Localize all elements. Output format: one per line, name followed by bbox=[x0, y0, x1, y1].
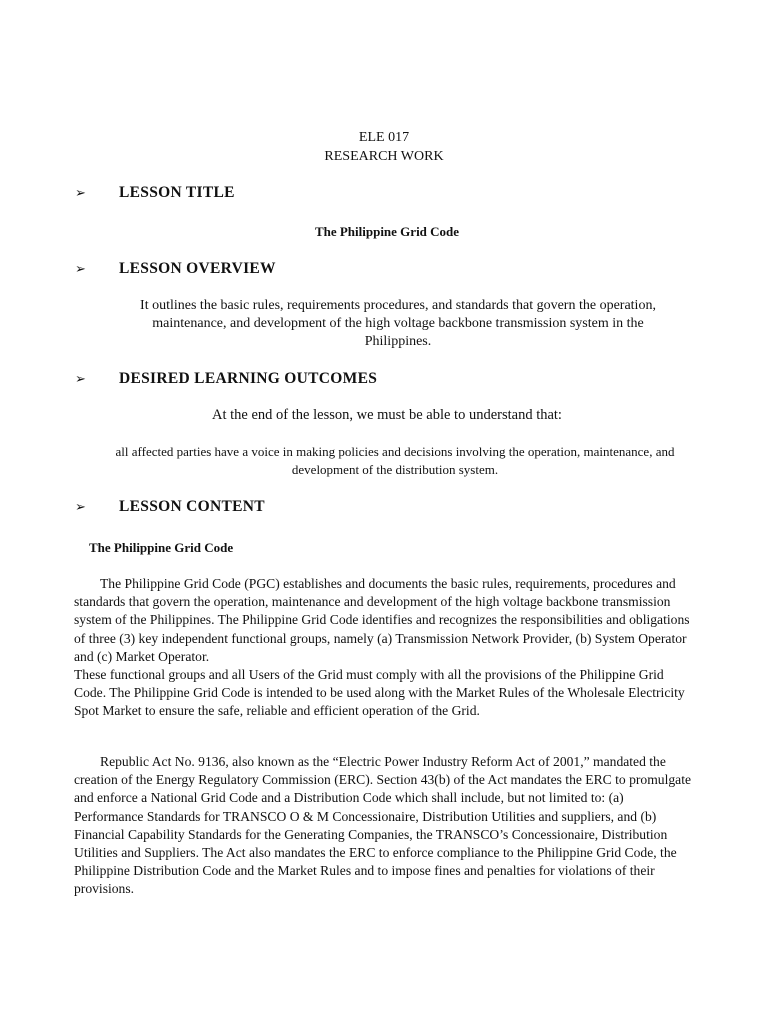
arrow-bullet-icon: ➢ bbox=[75, 261, 87, 276]
section-heading-lesson-content bbox=[75, 498, 265, 516]
section-heading-text: LESSON OVERVIEW bbox=[119, 260, 276, 277]
content-subtitle: The Philippine Grid Code bbox=[89, 540, 234, 555]
content-paragraph-1 bbox=[74, 575, 694, 721]
outcomes-intro-text: At the end of the lesson, we must be able to understand that: bbox=[212, 407, 562, 423]
lesson-title-text: The Philippine Grid Code bbox=[314, 224, 460, 239]
section-heading-text: DESIRED LEARNING OUTCOMES bbox=[119, 370, 378, 387]
section-heading-lesson-overview bbox=[75, 260, 276, 278]
section-heading-lesson-title bbox=[75, 184, 235, 202]
section-heading-text: LESSON CONTENT bbox=[119, 498, 265, 515]
document-subtitle: RESEARCH WORK bbox=[324, 149, 444, 164]
section-heading-desired-outcomes bbox=[75, 370, 377, 388]
arrow-bullet-icon: ➢ bbox=[75, 185, 87, 200]
arrow-bullet-icon: ➢ bbox=[75, 499, 87, 514]
document-header bbox=[0, 128, 768, 166]
course-code: ELE 017 bbox=[358, 130, 410, 145]
content-paragraph-2 bbox=[74, 753, 694, 899]
section-heading-text: LESSON TITLE bbox=[119, 184, 235, 201]
outcomes-text: all affected parties have a voice in making policies and decisions involving the operation, maintenance, and development of the distribution system. bbox=[115, 444, 675, 477]
paragraph-text: Republic Act No. 9136, also known as the “Electric Power Industry Reform Act of 2001,” mandated the creation of the Energy Regulatory Commission (ERC). Section 43(b) of the Act mandates the ERC to promulgate and enforce a National Grid Code and a Distribution Code which shall include, but not limited to: (a) Performance Standards for TRANSCO O & M Concessionaire, Distribution Utilities and suppliers, and (b) Financial Capability Standards for the Generating Companies, the TRANSCO’s Concessionaire, Distribution Utilities and Suppliers. The Act also mandates the ERC to enforce compliance to the Philippine Grid Code, the Philippine Distribution Code and the Market Rules and to impose fines and penalties for violations of their provisions. bbox=[74, 754, 692, 897]
paragraph-text: The Philippine Grid Code (PGC) establishes and documents the basic rules, requirements, procedures and standards that govern the operation, maintenance and development of the high voltage backbone transmission system of the Philippines. The Philippine Grid Code identifies and recognizes the responsibilities and obligations of three (3) key independent functional groups, namely (a) Transmission Network Provider, (b) System Operator and (c) Market Operator. bbox=[74, 576, 690, 664]
arrow-bullet-icon: ➢ bbox=[75, 371, 87, 386]
paragraph-text: These functional groups and all Users of the Grid must comply with all the provisions of the Philippine Grid Code. The Philippine Grid Code is intended to be used along with the Market Rules of the Wholesale Electricity Spot Market to ensure the safe, reliable and efficient operation of the Grid. bbox=[74, 667, 685, 719]
lesson-overview-text: It outlines the basic rules, requirements procedures, and standards that govern the operation, maintenance, and development of the high voltage backbone transmission system in the Philippines. bbox=[140, 298, 656, 349]
